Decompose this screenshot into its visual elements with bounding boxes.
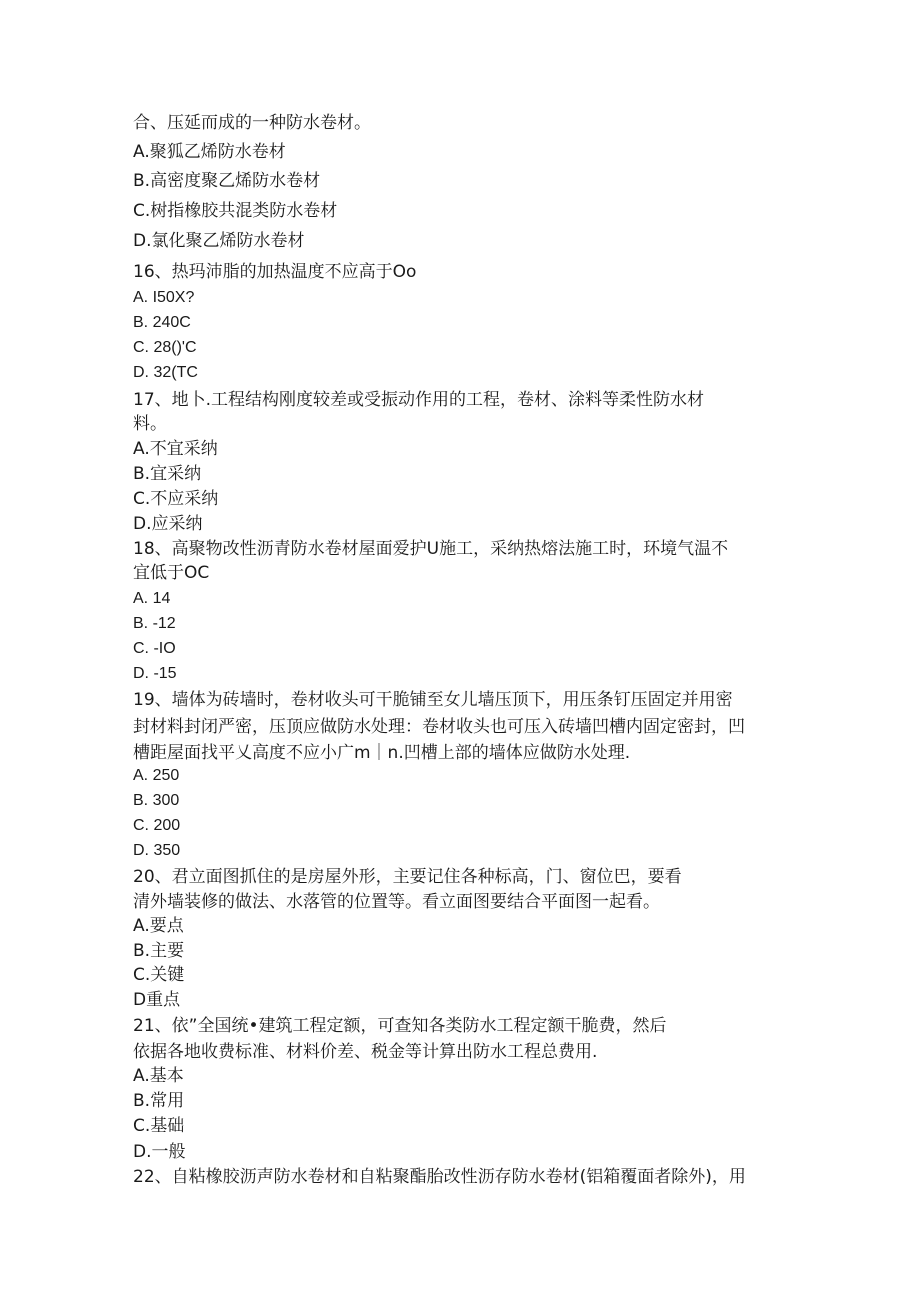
text-line: C.基础 — [133, 1116, 185, 1136]
text-line: 合、压延而成的一种防水卷材。 — [133, 113, 371, 133]
text-line: A.要点 — [133, 916, 184, 936]
text-line: 16、热玛沛脂的加热温度不应高于Oo — [133, 262, 417, 282]
text-line: D.应采纳 — [133, 514, 203, 534]
text-line: D.氯化聚乙烯防水卷材 — [133, 231, 305, 251]
text-line: D. -15 — [133, 665, 177, 682]
text-line: 依据各地收费标准、材料价差、税金等计算出防水工程总费用. — [133, 1042, 598, 1062]
text-line: A.不宜采纳 — [133, 439, 218, 459]
text-line: A. 14 — [133, 590, 171, 607]
text-line: B. 300 — [133, 792, 180, 809]
text-line: C. -IO — [133, 640, 176, 657]
text-line: 封材料封闭严密，压顶应做防水处理：卷材收头也可压入砖墙凹槽内固定密封，凹 — [133, 717, 745, 737]
text-line: A.基本 — [133, 1066, 184, 1086]
text-line: B.高密度聚乙烯防水卷材 — [133, 171, 321, 191]
text-line: 宜低于OC — [133, 563, 210, 583]
text-line: C.树指橡胶共混类防水卷材 — [133, 201, 338, 221]
text-line: B.常用 — [133, 1091, 185, 1111]
text-line: B.主要 — [133, 941, 185, 961]
text-line: 22、自粘橡胶沥声防水卷材和自粘聚酯胎改性沥存防水卷材(铝箱覆面者除外)，用 — [133, 1167, 746, 1187]
text-line: C.不应采纳 — [133, 489, 219, 509]
text-line: B. 240C — [133, 314, 191, 331]
text-line: 19、墙体为砖墙时，卷材收头可干脆铺至女儿墙压顶下，用压条钉压固定并用密 — [133, 690, 733, 710]
text-line: 18、高聚物改性沥青防水卷材屋面爱护U施工，采纳热熔法施工时，环境气温不 — [133, 539, 729, 559]
text-line: D. 350 — [133, 842, 181, 859]
text-line: A. I50X? — [133, 289, 195, 306]
text-line: 料。 — [133, 414, 167, 434]
text-line: D. 32(TC — [133, 364, 198, 381]
text-line: A.聚狐乙烯防水卷材 — [133, 142, 286, 162]
text-line: 20、君立面图抓住的是房屋外形，主要记住各种标高，门、窗位巴，要看 — [133, 867, 682, 887]
text-line: C.关键 — [133, 965, 185, 985]
text-line: D.一般 — [133, 1142, 186, 1162]
text-line: 清外墙装修的做法、水落管的位置等。看立面图要结合平面图一起看。 — [133, 892, 660, 912]
text-line: D重点 — [133, 990, 181, 1010]
text-line: B. -12 — [133, 615, 176, 632]
text-line: B.宜采纳 — [133, 464, 202, 484]
text-line: 17、地卜.工程结构刚度较差或受振动作用的工程，卷材、涂料等柔性防水材 — [133, 390, 705, 410]
text-line: C. 28()'C — [133, 339, 197, 356]
text-line: A. 250 — [133, 767, 180, 784]
text-line: C. 200 — [133, 817, 181, 834]
text-line: 槽距屋面找平乂高度不应小广m｜n.凹槽上部的墙体应做防水处理. — [133, 743, 631, 763]
text-line: 21、依”全国统•建筑工程定额，可查知各类防水工程定额干脆费，然后 — [133, 1016, 667, 1036]
